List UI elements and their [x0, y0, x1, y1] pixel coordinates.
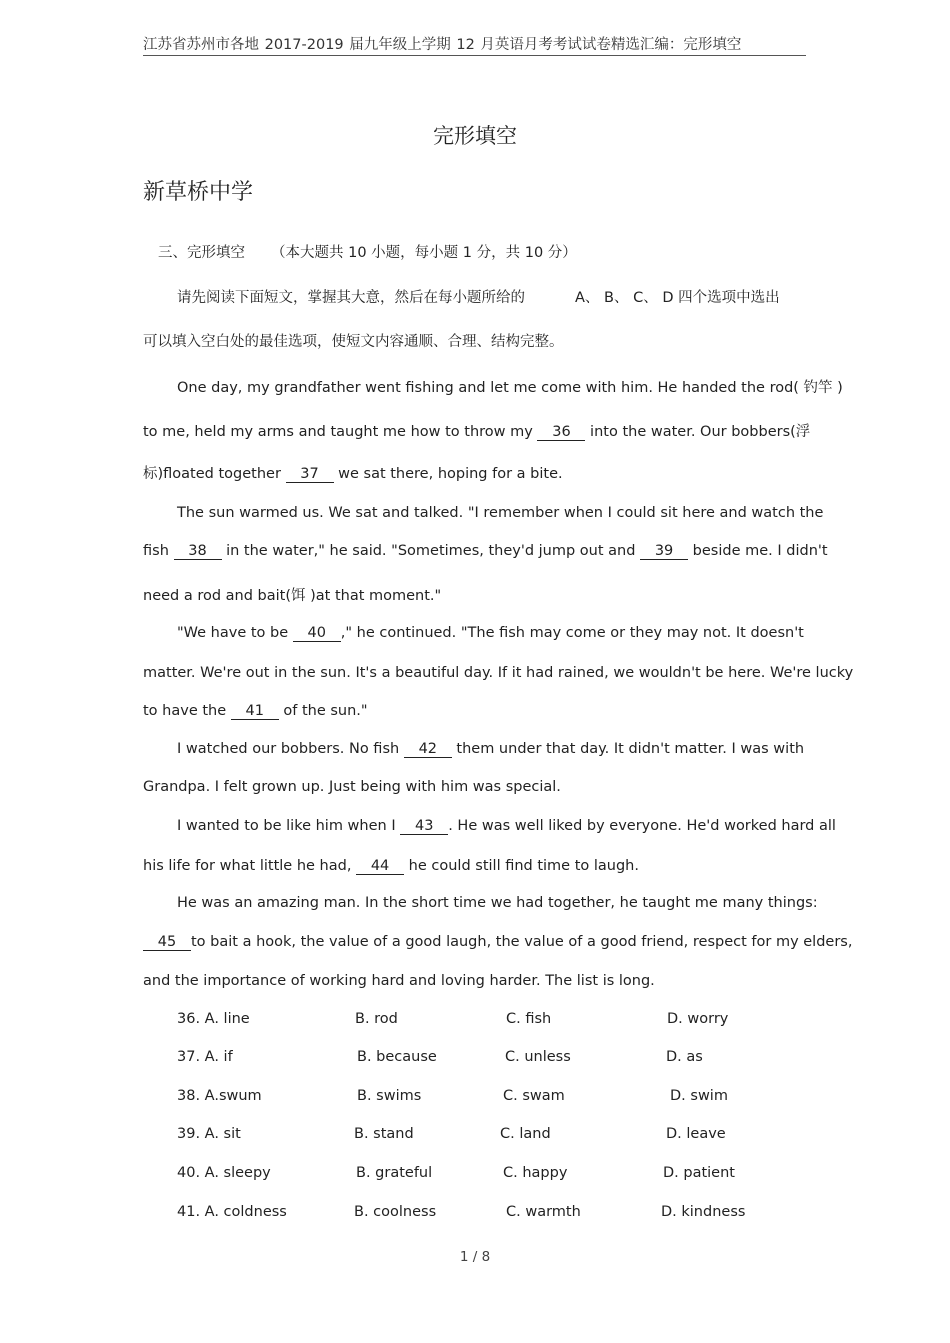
passage-line: The sun warmed us. We sat and talked. "I remember when I could sit here and watch the	[177, 505, 824, 521]
passage-line: and the importance of working hard and loving harder. The list is long.	[143, 973, 655, 989]
option-41-d: D. kindness	[661, 1204, 746, 1220]
option-38-b: B. swims	[357, 1088, 422, 1104]
option-41-b: B. coolness	[354, 1204, 437, 1220]
passage-line	[143, 543, 828, 560]
passage-text: of the sun."	[278, 703, 368, 719]
instructions-line-1	[177, 286, 780, 307]
option-39-b: B. stand	[354, 1126, 414, 1142]
header-rule	[143, 55, 806, 56]
section-label: 三、完形填空	[158, 245, 245, 261]
option-41-a: 41. A. coldness	[177, 1204, 287, 1220]
passage-line	[177, 818, 836, 835]
option-36-a: 36. A. line	[177, 1011, 250, 1027]
passage-text: in the water," he said. "Sometimes, they'd jump out and	[221, 543, 641, 559]
blank-43: 43	[400, 819, 448, 835]
section-note: （本大题共 10 小题，每小题 1 分，共 10 分）	[271, 245, 577, 261]
passage-text: fish	[143, 543, 174, 559]
passage-line	[177, 625, 804, 642]
option-37-b: B. because	[357, 1049, 437, 1065]
passage-line: Grandpa. I felt grown up. Just being with him was special.	[143, 779, 561, 795]
option-37-d: D. as	[666, 1049, 703, 1065]
option-38-c: C. swam	[503, 1088, 565, 1104]
running-header: 江苏省苏州市各地 2017-2019 届九年级上学期 12 月英语月考考试试卷精选汇编：完形填空	[143, 37, 742, 53]
passage-text: I watched our bobbers. No fish	[177, 741, 404, 757]
passage-text: I wanted to be like him when I	[177, 818, 401, 834]
blank-41: 41	[231, 704, 279, 720]
option-39-c: C. land	[500, 1126, 551, 1142]
option-36-d: D. worry	[667, 1011, 729, 1027]
instructions-text: 请先阅读下面短文，掌握其大意，然后在每小题所给的	[177, 290, 525, 306]
passage-text: ," he continued. "The fish may come or they may not. It doesn't	[340, 625, 804, 641]
option-39-a: 39. A. sit	[177, 1126, 241, 1142]
passage-line	[143, 934, 852, 951]
passage-line	[177, 741, 804, 758]
passage-line	[143, 462, 563, 483]
passage-text: to me, held my arms and taught me how to throw my	[143, 424, 538, 440]
option-38-a: 38. A.swum	[177, 1088, 262, 1104]
passage-line: He was an amazing man. In the short time we had together, he taught me many things:	[177, 895, 818, 911]
option-37-a: 37. A. if	[177, 1049, 233, 1065]
school-name: 新草桥中学	[143, 180, 254, 205]
section-heading	[158, 241, 577, 262]
option-39-d: D. leave	[666, 1126, 726, 1142]
instructions-line-2: 可以填入空白处的最佳选项，使短文内容通顺、合理、结构完整。	[143, 334, 564, 350]
instructions-options: A、 B、 C、 D 四个选项中选出	[575, 290, 780, 306]
passage-text: "We have to be	[177, 625, 293, 641]
passage-line: One day, my grandfather went fishing and let me come with him. He handed the rod( 钓竿 )	[177, 380, 843, 396]
blank-44: 44	[356, 859, 404, 875]
page-title: 完形填空	[433, 124, 517, 148]
passage-line	[143, 420, 810, 441]
blank-39: 39	[640, 544, 688, 560]
option-40-a: 40. A. sleepy	[177, 1165, 271, 1181]
option-36-c: C. fish	[506, 1011, 552, 1027]
option-38-d: D. swim	[670, 1088, 728, 1104]
passage-text: he could still find time to laugh.	[404, 858, 639, 874]
passage-text: 标)floated together	[143, 466, 286, 482]
option-37-c: C. unless	[505, 1049, 571, 1065]
option-36-b: B. rod	[355, 1011, 398, 1027]
option-40-c: C. happy	[503, 1165, 568, 1181]
passage-text: into the water. Our bobbers(浮	[585, 424, 811, 440]
blank-40: 40	[293, 626, 341, 642]
passage-text: . He was well liked by everyone. He'd worked hard all	[448, 818, 836, 834]
passage-text: them under that day. It didn't matter. I was with	[451, 741, 805, 757]
option-40-d: D. patient	[663, 1165, 735, 1181]
passage-text: we sat there, hoping for a bite.	[333, 466, 563, 482]
passage-text: beside me. I didn't	[688, 543, 828, 559]
blank-38: 38	[174, 544, 222, 560]
blank-37: 37	[286, 467, 334, 483]
passage-line: need a rod and bait(饵 )at that moment."	[143, 588, 442, 604]
blank-45: 45	[143, 935, 191, 951]
passage-text: to bait a hook, the value of a good laugh, the value of a good friend, respect for my elders,	[191, 934, 853, 950]
passage-line: matter. We're out in the sun. It's a beautiful day. If it had rained, we wouldn't be here. We're lucky	[143, 665, 854, 681]
passage-line	[143, 858, 639, 875]
blank-42: 42	[404, 742, 452, 758]
passage-text: to have the	[143, 703, 231, 719]
passage-text: his life for what little he had,	[143, 858, 357, 874]
page-number: 1 / 8	[459, 1249, 491, 1265]
option-41-c: C. warmth	[506, 1204, 581, 1220]
option-40-b: B. grateful	[356, 1165, 433, 1181]
blank-36: 36	[537, 425, 585, 441]
passage-line	[143, 703, 368, 720]
